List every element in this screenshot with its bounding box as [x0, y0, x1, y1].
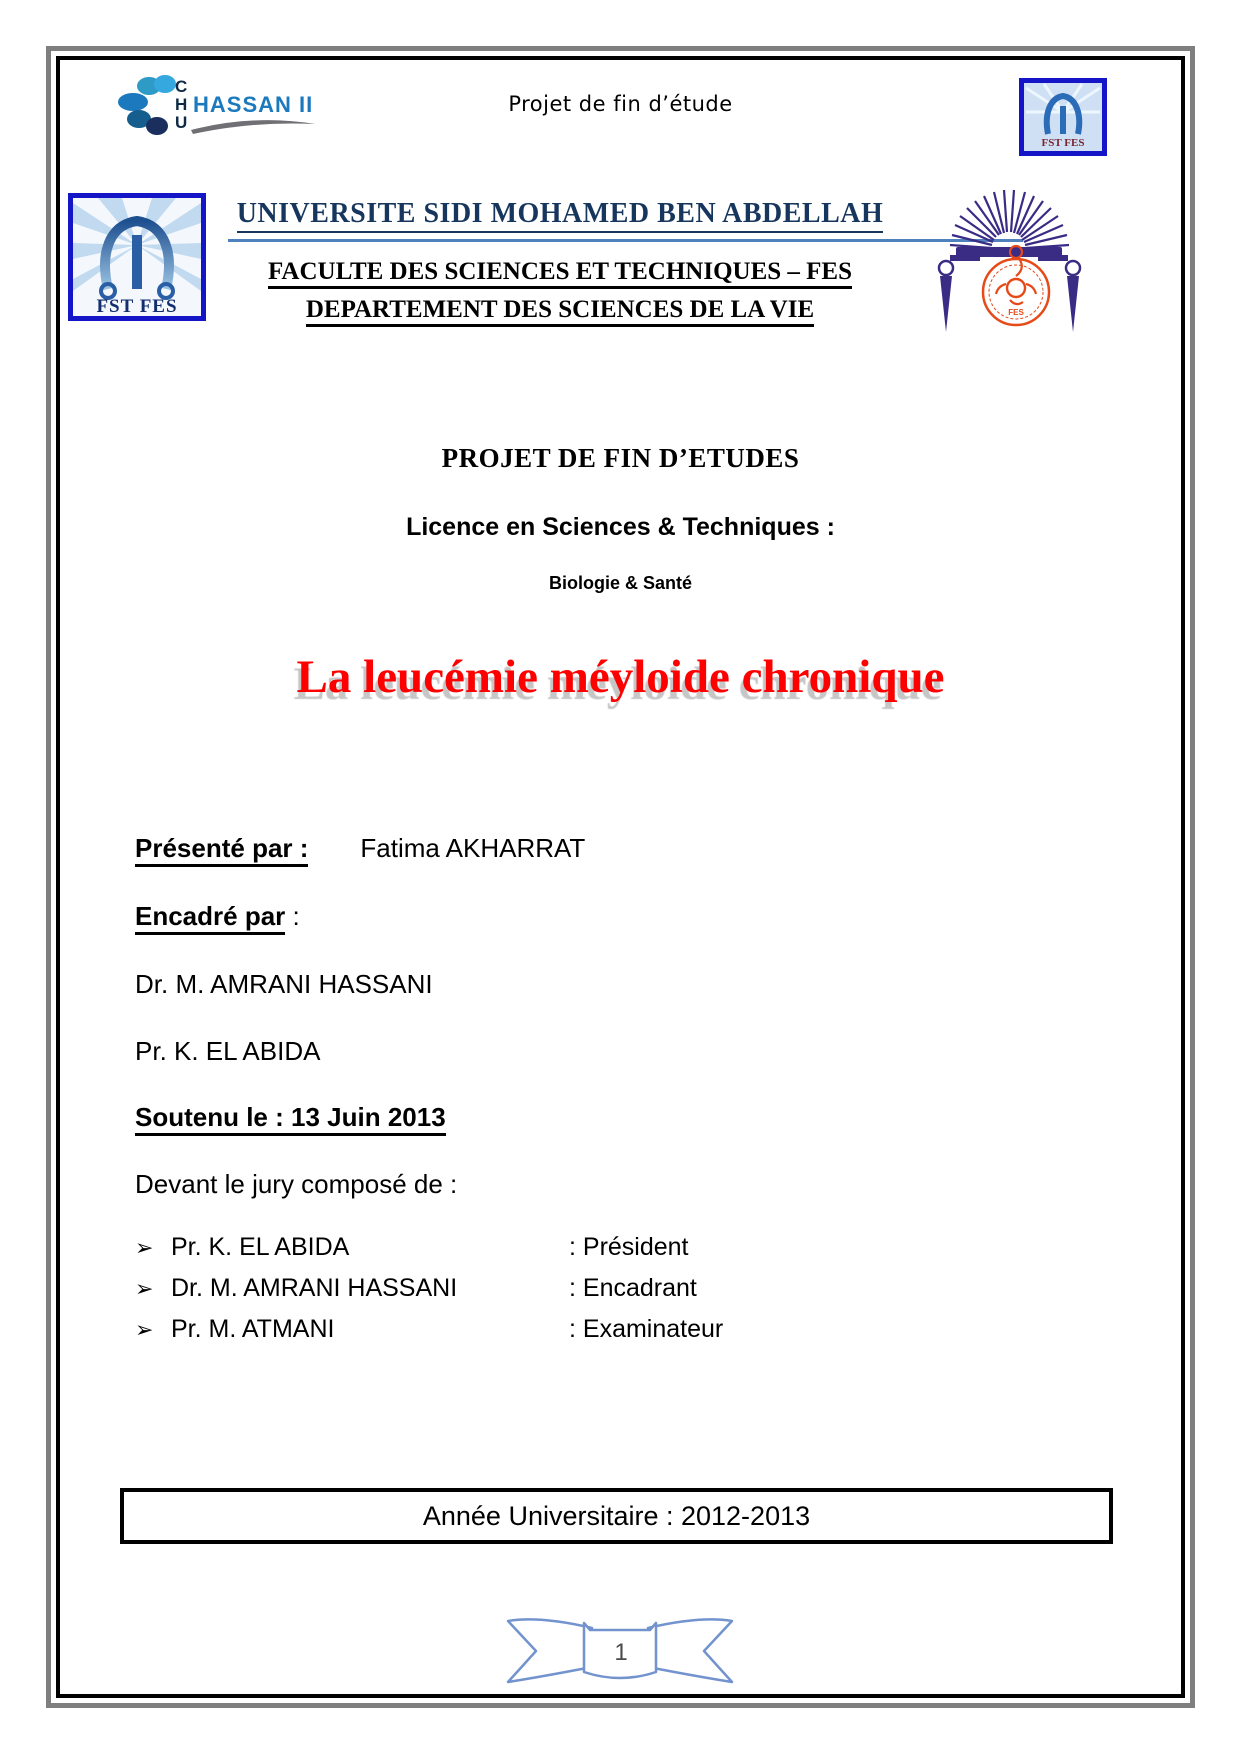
svg-text:FST FES: FST FES — [96, 296, 178, 317]
header-divider-line — [228, 239, 1023, 242]
supervised-by-label: Encadré par — [135, 901, 285, 935]
jury-member-name: Dr. M. AMRANI HASSANI — [171, 1274, 458, 1302]
supervisor-2: Pr. K. EL ABIDA — [135, 1036, 321, 1066]
university-seal — [932, 188, 1090, 340]
arrow-bullet-icon: ➢ — [135, 1317, 154, 1342]
university-seal-icon — [932, 188, 1090, 340]
jury-member-name: Pr. K. EL ABIDA — [171, 1233, 350, 1261]
defense-date-row — [135, 1102, 446, 1133]
svg-text:U: U — [175, 113, 188, 132]
ribbon-banner-icon — [500, 1610, 740, 1700]
specialty-line: Biologie & Santé — [548, 573, 692, 593]
presented-by-row — [135, 833, 585, 864]
university-name: UNIVERSITE SIDI MOHAMED BEN ABDELLAH — [60, 198, 1060, 230]
department-name: DEPARTEMENT DES SCIENCES DE LA VIE — [60, 296, 1060, 324]
supervisor-1: Dr. M. AMRANI HASSANI — [135, 969, 433, 999]
running-title: Projet de fin d’étude — [508, 92, 733, 116]
arrow-bullet-icon: ➢ — [135, 1235, 154, 1260]
academic-year: Année Universitaire : 2012-2013 — [422, 1500, 811, 1531]
svg-text:H: H — [175, 95, 188, 114]
supervised-colon: : — [285, 901, 300, 931]
project-heading: PROJET DE FIN D’ETUDES — [441, 443, 800, 473]
defense-date: Soutenu le : 13 Juin 2013 — [135, 1102, 446, 1136]
jury-member-role: : Président — [569, 1233, 689, 1261]
presented-by-label: Présenté par : — [135, 833, 308, 867]
svg-text:FES: FES — [1008, 308, 1024, 317]
svg-text:1: 1 — [614, 1639, 628, 1666]
jury-row-encadrant — [135, 1274, 895, 1304]
academic-year-box — [120, 1488, 1113, 1544]
fst-fes-small-logo — [1018, 72, 1108, 162]
jury-member-role: : Examinateur — [569, 1315, 724, 1343]
svg-text:FST FES: FST FES — [1041, 137, 1085, 149]
svg-text:C: C — [175, 77, 188, 96]
student-name: Fatima AKHARRAT — [360, 833, 586, 863]
jury-member-role: : Encadrant — [569, 1274, 697, 1302]
page-number-ribbon — [500, 1610, 740, 1700]
fst-fes-small-logo-icon — [1018, 72, 1108, 162]
jury-row-examinateur — [135, 1315, 895, 1345]
faculty-name: FACULTE DES SCIENCES ET TECHNIQUES – FES — [60, 258, 1060, 286]
jury-member-name: Pr. M. ATMANI — [171, 1315, 335, 1343]
svg-text:HASSAN II: HASSAN II — [193, 92, 314, 117]
jury-row-president — [135, 1233, 895, 1263]
jury-list — [135, 1233, 895, 1356]
thesis-title: La leucémie méyloide chronique — [296, 651, 945, 703]
degree-line: Licence en Sciences & Techniques : — [406, 513, 835, 541]
jury-intro: Devant le jury composé de : — [135, 1169, 458, 1199]
supervised-by-row — [135, 901, 300, 932]
arrow-bullet-icon: ➢ — [135, 1276, 154, 1301]
